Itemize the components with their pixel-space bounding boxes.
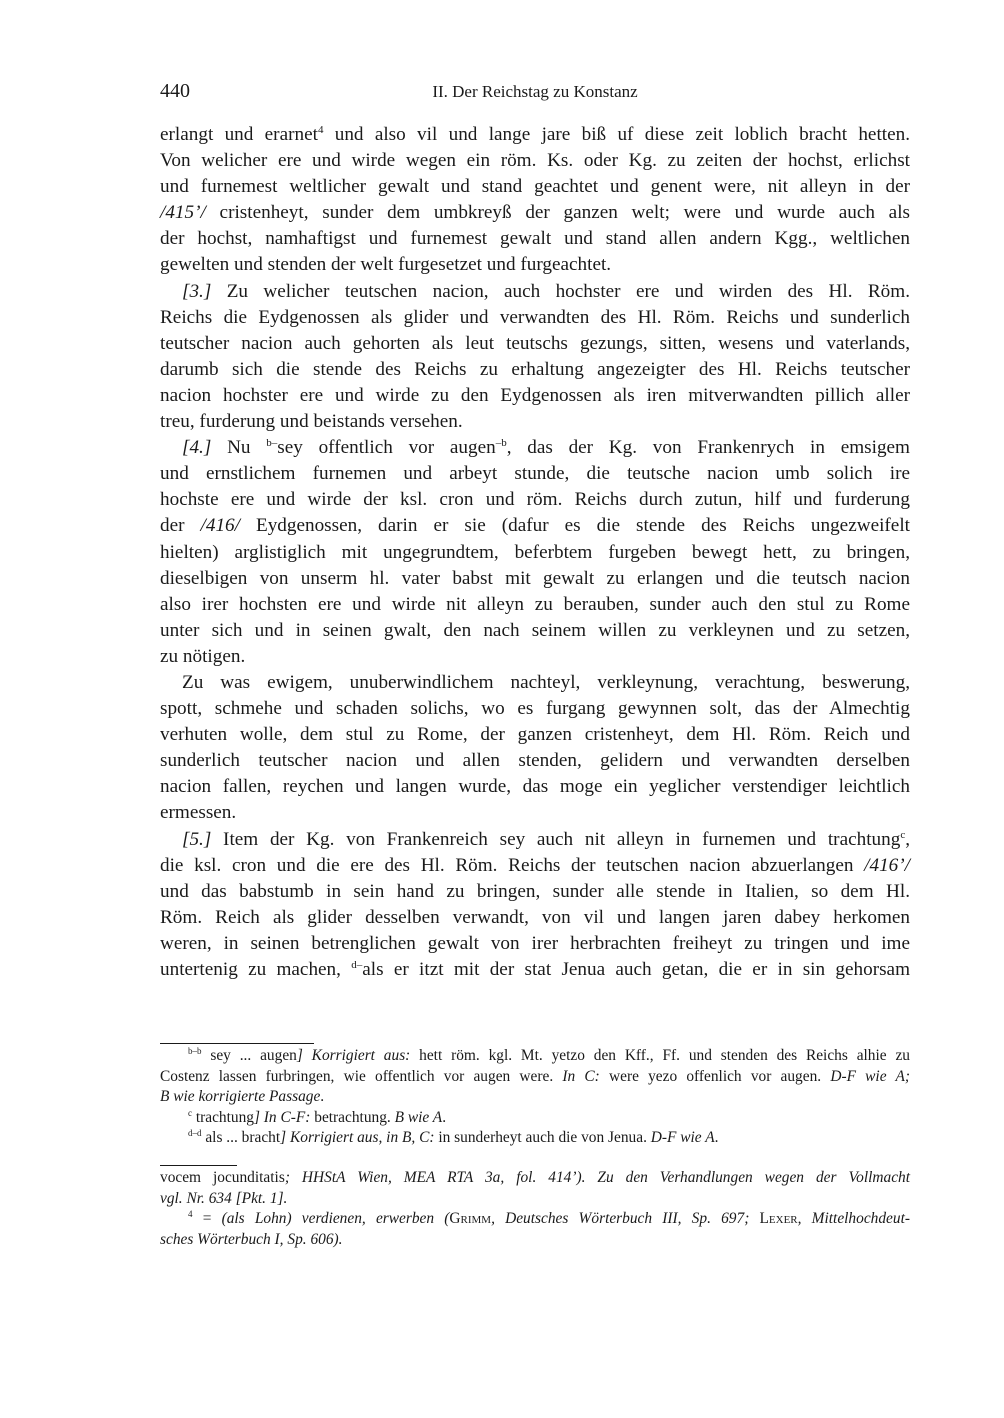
italic-text: ; HHStA Wien, MEA RTA 3a, fol. 414’). Zu den Verhandlungen wegen der Vollmacht [284,1169,910,1186]
footnote-marker: b– [266,437,278,450]
italic-text: sches Wörterbuch I, Sp. 606). [160,1230,343,1248]
footnote-line: vocem jocunditatis; HHStA Wien, MEA RTA 3a, fol. 414’). Zu den Verhandlungen wegen der Vollmacht [160,1169,910,1186]
text-line: der /416/ Eydgenossen, darin er sie (dafur es die stende des Reichs ungezweifelt [160,515,910,537]
apparatus-note [160,1046,910,1108]
text-line: Reichs die Eydgenossen als glider und verwandten des Hl. Röm. Reichs und sunderlich [160,306,910,328]
apparatus-footnote-rule [160,1043,314,1044]
text-line: treu, furderung und beistands versehen. [160,411,463,433]
text-line: die ksl. cron und die ere des Hl. Röm. Reichs der teutschen nacion abzuerlangen /416’/ [160,854,910,876]
text-line: spott, schmehe und schaden solichs, wo es furgang gewynnen solt, das der Almechtig [160,698,910,720]
text-line: hielten) arglistiglich mit ungegrundtem, beferbtem furgeben bewegt hett, zu bringen, [160,541,910,563]
text-line: nacion hochster ere und wirde zu den Eydgenossen als iren mitverwandten pillich aller [160,384,910,406]
italic-text: [3.] [182,280,212,302]
italic-text: ] Korrigiert aus, in B, C: [280,1129,435,1147]
text-line: unter sich und in seinen gwalt, den nach seinem willen zu verkleynen und zu setzen, [160,619,910,641]
text-line: untertenig zu machen, $^{d-}$als er itzt mit der stat Jenua auch getan, die er in sin gehorsam [160,959,910,980]
text-line: weren, in seinen betrenglichen gewalt von irer herbrachten freiheyt zu tringen und ime [160,932,910,954]
small-caps-name: Lexer [759,1210,798,1228]
text-line: Zu was ewigem, unuberwindlichem nachteyl, verkleynung, verachtung, beswerung, [182,671,910,693]
text-line: verhuten wolle, dem stul zu Rome, der ganzen cristenheyt, dem Hl. Röm. Reich und [160,724,910,746]
running-head [160,80,910,106]
footnote-line: B wie korrigierte Passage. [160,1088,325,1106]
footnote-line: $^{b-b}$ sey ... augen] Korrigiert aus: hett röm. kgl. Mt. yetzo den Kff., Ff. und stenden des Reichs alhie zu [188,1046,910,1064]
text-line: der hochst, namhaftigst und furnemest gewalt und stand allen andern Kgg., weltlichen [160,228,910,250]
italic-text: , Deutsches Wörterbuch III, Sp. 697; [491,1210,760,1228]
text-line: also irer hochsten ere und wirde nit alleyn zu berauben, sunder auch den stul zu Rome [160,593,910,615]
text-line: und das babstumb in sein hand zu bringen, sunder alle stende in Italien, so dem Hl. [160,880,910,902]
footnote-marker: b–b [188,1046,202,1056]
page-number: 440 [160,80,190,102]
footnote-marker: d–d [188,1128,202,1139]
italic-text: , Mittelhochdeut- [797,1210,910,1228]
footnote-line: $^4$ = (als Lohn) verdienen, erwerben (Grimm, Deutsches Wörterbuch III, Sp. 697; Lexer, Mittelhochdeut- [188,1209,910,1228]
italic-text: /415’/ [160,202,206,224]
italic-text: In C: [562,1067,600,1085]
text-line: ermessen. [160,802,237,824]
footnote-marker: d– [351,959,363,971]
footnote-line [160,1189,910,1210]
footnote-line: $^{d-d}$ als ... bracht] Korrigiert aus, in B, C: in sunderheyt auch die von Jenua. D-F wie A. [188,1128,719,1147]
apparatus-note [160,1128,910,1149]
italic-text: (als Lohn) verdienen, erwerben ( [221,1210,450,1228]
footnote-line: Costenz lassen furbringen, wie offentlich vor augen were. In C: were yezo offenlich vor augen. D-F wie A; [160,1067,910,1085]
text-line: darumb sich die stende des Reichs zu erhaltung angezeigter des Hl. Reichs teutscher [160,358,910,380]
text-line: Von welicher ere und wirde wegen ein röm. Ks. oder Kg. zu zeiten der hochst, erlichst [160,150,910,172]
apparatus-note [160,1108,910,1129]
text-line: hochste ere und wirde der ksl. cron und röm. Reichs durch zutun, hilf und furderung [160,489,910,511]
main-text [160,122,910,983]
footnote-marker: –b [495,437,507,450]
text-line: [4.] Nu $^{b-}$sey offentlich vor augen$^{-b}$, das der Kg. von Frankenrych in emsigem [182,437,910,459]
commentary-footnote-rule [160,1165,237,1166]
text-line: nacion fallen, reychen und langen wurde, das moge ein yeglicher verstendiger leichtlich [160,776,910,798]
text-line: [3.] Zu welicher teutschen nacion, auch hochster ere und wirden des Hl. Röm. [182,280,910,302]
text-line: dieselbigen von unserm hl. vater babst mit gewalt zu erlangen und die teutsch nacion [160,567,910,589]
italic-text: B wie korrigierte Passage [160,1088,321,1106]
text-line: teutscher nacion auch gehorten als leut teutschs gezungs, sitten, wesens und vaterlands, [160,332,910,354]
footnote-marker: c [188,1107,192,1118]
italic-text: [5.] [182,828,212,850]
italic-text: [4.] [182,437,212,459]
apparatus-footnotes [160,1046,910,1149]
commentary-note [160,1168,910,1209]
italic-text: D-F wie A; [830,1067,910,1085]
small-caps-name: Grimm [449,1210,492,1228]
text-line: sunderlich teutscher nacion und allen stenden, gelidern und verwandten derselben [160,750,910,772]
text-line: und ernstlichem furnemen und arbeyt stunde, die teutsche nacion umb solich ire [160,463,910,485]
italic-text: /416/ [200,515,240,537]
italic-text: ] In C-F: [253,1108,311,1126]
commentary-footnotes [160,1168,910,1250]
italic-text: D-F wie A [650,1129,715,1147]
italic-text: ] Korrigiert aus: [296,1047,411,1064]
text-line: gewelten und stenden der welt furgesetzet und furgeachtet. [160,254,612,276]
italic-text: vgl. Nr. 634 [Pkt. 1]. [160,1189,288,1207]
text-line: Röm. Reich als glider desselben verwandt, von vil und langen jaren dabey herkomen [160,906,910,928]
footnote-marker: c [900,828,906,841]
footnote-line: $^c$ trachtung] In C-F: betrachtung. B wie A. [188,1107,447,1126]
italic-text: B wie A [394,1108,443,1126]
text-line: zu nötigen. [160,645,246,667]
footnote-line [160,1230,910,1251]
italic-text: /416’/ [864,854,910,876]
text-line: [5.] Item der Kg. von Frankenreich sey auch nit alleyn in furnemen und trachtung$^c$, [182,828,910,850]
text-line: erlangt und erarnet$^4$ und also vil und lange jare biß uf diese zeit loblich bracht hetten. [160,124,911,145]
running-title: II. Der Reichstag zu Konstanz [432,82,638,101]
footnote-marker: 4 [317,124,324,136]
text-line: und furnemest weltlicher gewalt und stand geachtet und genent were, nit alleyn in der [160,176,910,198]
commentary-note [160,1209,910,1250]
footnote-marker: 4 [188,1209,193,1220]
text-line: /415’/ cristenheyt, sunder dem umbkreyß der ganzen welt; were und wurde auch als [160,202,910,224]
